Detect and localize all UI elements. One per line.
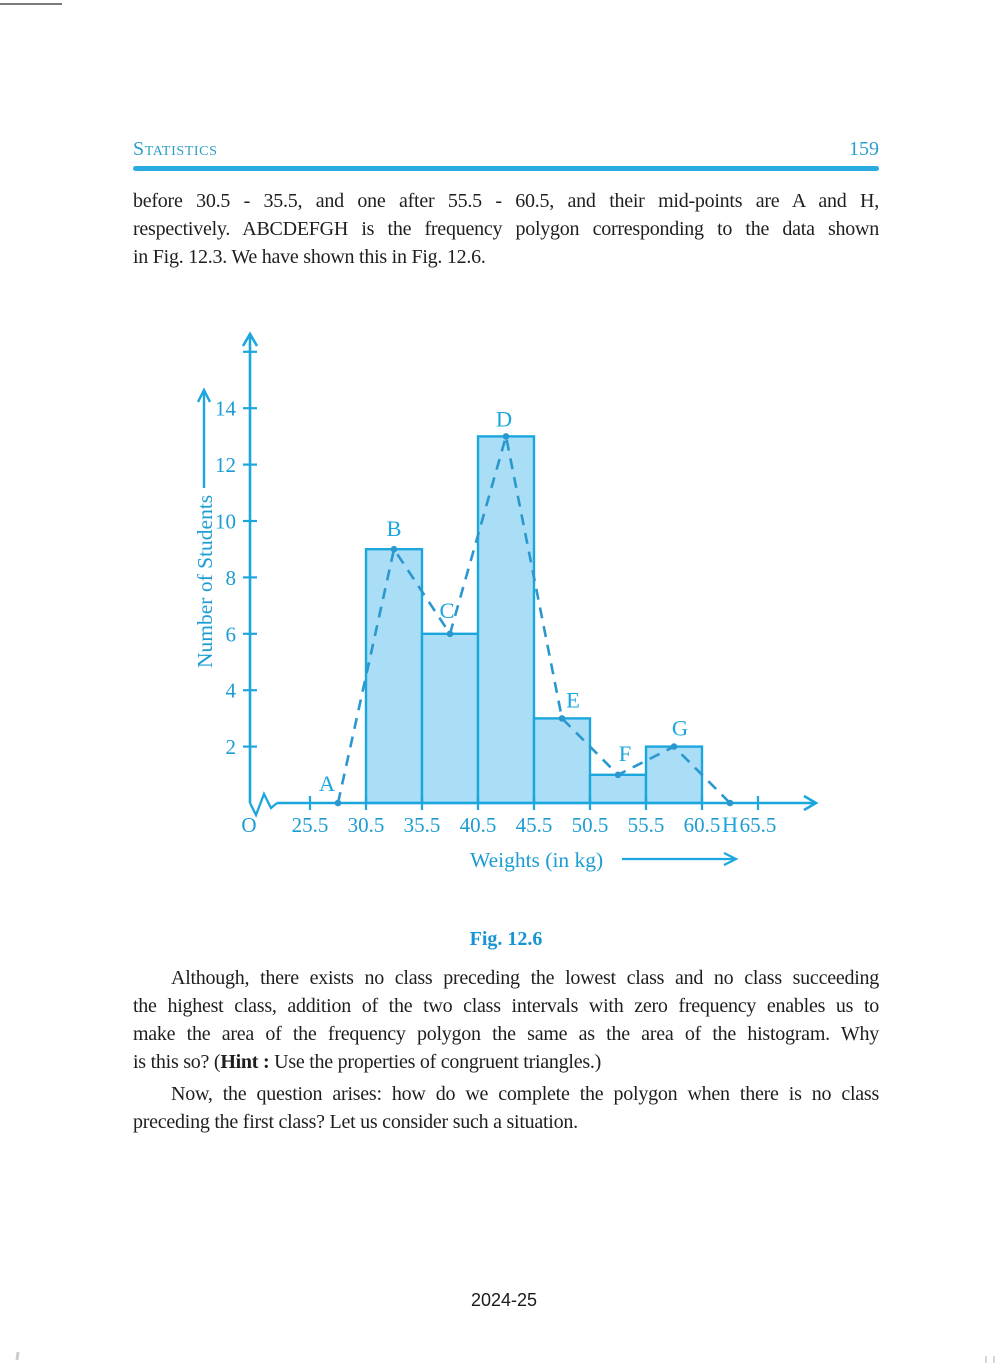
svg-text:65.5: 65.5	[739, 813, 777, 837]
bar-30.5-35.5	[366, 549, 422, 803]
svg-text:6: 6	[225, 622, 236, 647]
figure-12-6	[190, 316, 840, 886]
svg-text:14: 14	[215, 396, 236, 421]
histogram-frequency-polygon-chart	[190, 316, 840, 886]
point-D	[503, 433, 510, 440]
svg-text:60.5: 60.5	[683, 813, 721, 837]
point-label-E: E	[566, 687, 580, 713]
figure-caption: Fig. 12.6	[469, 928, 543, 950]
point-label-H: H	[721, 812, 739, 837]
text-line	[133, 1048, 879, 1076]
point-label-F: F	[618, 740, 632, 766]
intro-paragraph	[133, 187, 879, 271]
scan-artifact-bottom-right	[985, 1356, 995, 1363]
text-line: Now, the question arises: how do we complete the polygon when there is no class	[171, 1083, 879, 1105]
text-line: the highest class, addition of the two class intervals with zero frequency enables us to	[133, 995, 879, 1017]
y-axis-title	[193, 390, 217, 668]
point-F	[615, 772, 622, 779]
point-B	[391, 546, 398, 553]
point-A	[335, 800, 342, 807]
svg-text:45.5: 45.5	[515, 813, 553, 837]
svg-text:8: 8	[225, 565, 236, 590]
although-paragraph	[133, 964, 879, 1076]
svg-text:30.5: 30.5	[347, 813, 385, 837]
point-label-C: C	[439, 597, 455, 623]
bar-45.5-50.5	[534, 718, 590, 803]
svg-text:12: 12	[215, 453, 236, 478]
bar-50.5-55.5	[590, 775, 646, 803]
page-header	[133, 138, 879, 161]
header-rule	[133, 166, 879, 171]
point-G	[671, 743, 678, 750]
chapter-title: Statistics	[133, 138, 218, 160]
text-line: in Fig. 12.3. We have shown this in Fig. 12.6.	[133, 246, 486, 268]
svg-text:Number of Students: Number of Students	[193, 494, 217, 668]
svg-text:4: 4	[225, 678, 236, 703]
text-segment: is this so? (	[133, 1051, 221, 1073]
point-label-D: D	[495, 406, 513, 432]
svg-text:25.5: 25.5	[291, 813, 329, 837]
svg-text:10: 10	[215, 509, 236, 534]
point-label-B: B	[386, 516, 402, 542]
svg-text:50.5: 50.5	[571, 813, 609, 837]
now-paragraph	[133, 1080, 879, 1136]
x-axis-title	[470, 848, 736, 872]
text-line: make the area of the frequency polygon the same as the area of the histogram. Why	[133, 1023, 879, 1045]
point-label-G: G	[671, 715, 689, 741]
svg-text:O: O	[241, 813, 257, 837]
text-line: respectively. ABCDEFGH is the frequency polygon corresponding to the data shown	[133, 218, 879, 240]
svg-text:55.5: 55.5	[627, 813, 665, 837]
footer-year: 2024-25	[470, 1290, 538, 1310]
svg-text:Weights (in kg): Weights (in kg)	[470, 848, 604, 872]
point-C	[447, 631, 454, 638]
scan-artifact-bottom-left	[15, 1352, 19, 1360]
scan-artifact-top-left	[0, 3, 62, 5]
text-segment: Use the properties of congruent triangles.)	[269, 1051, 602, 1073]
svg-text:35.5: 35.5	[403, 813, 441, 837]
hint-label: Hint :	[220, 1051, 270, 1073]
page-number: 159	[849, 138, 879, 160]
svg-text:2: 2	[225, 735, 236, 760]
text-line: before 30.5 - 35.5, and one after 55.5 - 60.5, and their mid-points are A and H,	[133, 190, 879, 212]
svg-text:40.5: 40.5	[459, 813, 497, 837]
text-line: Although, there exists no class preceding the lowest class and no class succeeding	[171, 967, 879, 989]
text-line: preceding the first class? Let us consider such a situation.	[133, 1111, 578, 1133]
point-label-A: A	[318, 771, 336, 796]
histogram-bars	[366, 436, 702, 803]
point-H	[727, 800, 734, 807]
point-E	[559, 715, 566, 722]
bar-35.5-40.5	[422, 634, 478, 803]
bar-40.5-45.5	[478, 436, 534, 803]
